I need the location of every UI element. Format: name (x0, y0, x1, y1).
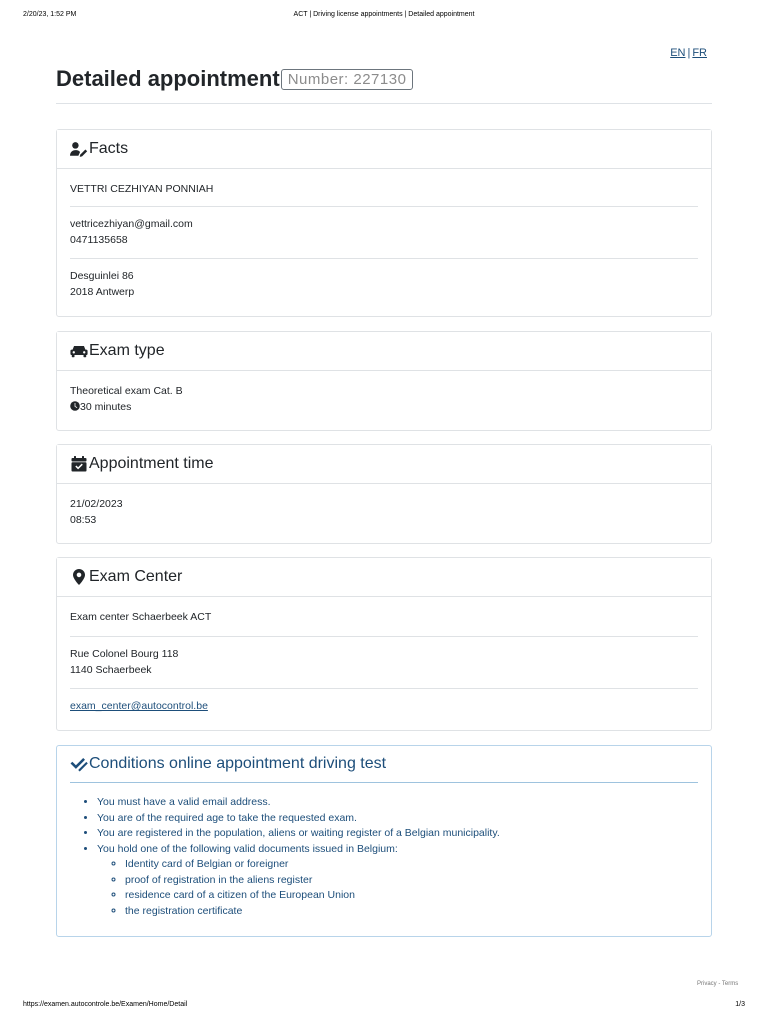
facts-header-label: Facts (89, 140, 129, 157)
document-item: ◦ the registration certificate (125, 904, 711, 920)
title-divider (56, 103, 712, 104)
exam-type-name: Theoretical exam Cat. B (70, 385, 183, 397)
exam-center-email-section (70, 689, 698, 715)
print-header (23, 11, 745, 23)
condition-item: • You are of the required age to take the requested exam. (97, 811, 711, 827)
condition-item: • You must have a valid email address. (97, 795, 711, 811)
exam-duration: 30 minutes (80, 400, 132, 413)
print-page-number: 1/3 (735, 1001, 745, 1008)
map-marker-icon (70, 569, 88, 585)
facts-card (56, 129, 712, 317)
condition-item: • You are registered in the population, aliens or waiting register of a Belgian municipality. (97, 826, 711, 842)
recaptcha-badge[interactable] (693, 951, 739, 993)
conditions-panel (56, 745, 712, 937)
condition-documents-label: You hold one of the following valid documents issued in Belgium: (97, 842, 398, 855)
language-link-fr[interactable]: FR (692, 47, 707, 59)
exam-center-address-line1: Rue Colonel Bourg 118 (70, 648, 179, 660)
exam-center-address-section (70, 637, 698, 689)
candidate-address-line1: Desguinlei 86 (70, 270, 134, 282)
conditions-list (57, 795, 711, 919)
documents-list (97, 857, 711, 919)
print-datetime: 2/20/23, 1:52 PM (23, 11, 77, 18)
condition-item-documents (97, 842, 711, 920)
page-title-row (56, 66, 413, 92)
exam-center-name: Exam center Schaerbeek ACT (70, 611, 212, 623)
language-separator: | (687, 47, 691, 59)
appointment-date: 21/02/2023 (70, 498, 123, 510)
candidate-phone: 0471135658 (70, 233, 128, 246)
document-item: ◦ proof of registration in the aliens register (125, 873, 711, 889)
candidate-address-line2: 2018 Antwerp (70, 285, 135, 298)
candidate-name: VETTRI CEZHIYAN PONNIAH (70, 183, 214, 195)
exam-center-name-section (70, 597, 698, 637)
conditions-header (70, 746, 698, 783)
exam-type-card-header (57, 332, 711, 371)
recaptcha-links[interactable]: Privacy - Terms (697, 981, 739, 987)
exam-center-email-link[interactable]: exam_center@autocontrol.be (70, 700, 208, 712)
document-item: ◦ Identity card of Belgian or foreigner (125, 857, 711, 873)
language-switcher (670, 47, 707, 59)
car-icon (70, 343, 88, 359)
exam-type-card (56, 331, 712, 431)
document-item: ◦ residence card of a citizen of the European Union (125, 888, 711, 904)
appointment-time-card (56, 444, 712, 544)
appointment-time-card-body (57, 484, 711, 528)
user-edit-icon (70, 141, 88, 157)
facts-card-body (57, 169, 711, 300)
conditions-header-label: Conditions online appointment driving test (89, 755, 387, 772)
exam-center-card (56, 557, 712, 731)
language-link-en[interactable]: EN (670, 47, 686, 59)
appointment-time: 08:53 (70, 513, 97, 526)
exam-center-address-line2: 1140 Schaerbeek (70, 663, 152, 676)
facts-name-section (70, 169, 698, 207)
appointment-time-header-label: Appointment time (89, 455, 214, 472)
exam-type-header-label: Exam type (89, 342, 165, 359)
facts-card-header (57, 130, 711, 169)
appointment-time-card-header (57, 445, 711, 484)
exam-center-card-body (57, 597, 711, 715)
clock-icon (70, 401, 80, 411)
facts-address-section (70, 259, 698, 300)
exam-center-card-header (57, 558, 711, 597)
print-url: https://examen.autocontrole.be/Examen/Home/Detail (23, 1001, 188, 1008)
appointment-number-badge: Number: 227130 (281, 69, 414, 90)
facts-contact-section (70, 207, 698, 259)
exam-type-card-body (57, 371, 711, 415)
exam-center-header-label: Exam Center (89, 568, 183, 585)
double-check-icon (70, 756, 88, 772)
print-page-title: ACT | Driving license appointments | Detailed appointment (293, 11, 475, 18)
exam-duration-row (70, 400, 698, 416)
candidate-email: vettricezhiyan@gmail.com (70, 218, 193, 230)
print-footer (23, 1001, 745, 1013)
page-title: Detailed appointment (56, 66, 280, 91)
calendar-check-icon (70, 456, 88, 472)
